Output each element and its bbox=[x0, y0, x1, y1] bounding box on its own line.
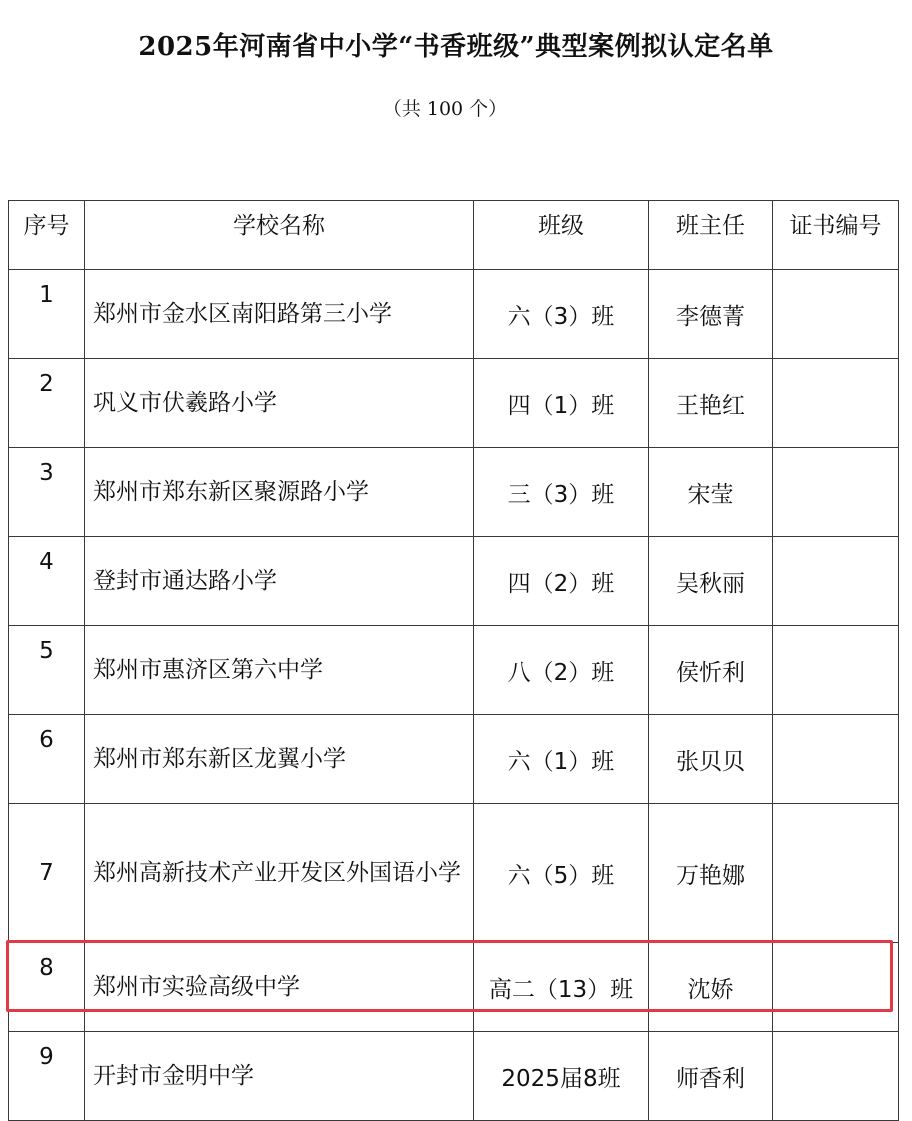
row-index: 9 bbox=[9, 1032, 85, 1121]
row-class: 三（3）班 bbox=[474, 448, 649, 537]
header-school: 学校名称 bbox=[85, 201, 474, 270]
row-school: 郑州市实验高级中学 bbox=[85, 943, 474, 1032]
table-row bbox=[9, 804, 899, 943]
row-certificate bbox=[773, 715, 899, 804]
row-certificate bbox=[773, 270, 899, 359]
row-certificate bbox=[773, 943, 899, 1032]
row-index: 6 bbox=[9, 715, 85, 804]
table-row bbox=[9, 270, 899, 359]
row-class: 六（5）班 bbox=[474, 804, 649, 943]
row-index: 3 bbox=[9, 448, 85, 537]
row-school: 郑州市郑东新区龙翼小学 bbox=[85, 715, 474, 804]
row-class: 六（3）班 bbox=[474, 270, 649, 359]
table-row bbox=[9, 448, 899, 537]
table-row bbox=[9, 359, 899, 448]
table-row bbox=[9, 943, 899, 1032]
table-row bbox=[9, 537, 899, 626]
row-teacher: 侯忻利 bbox=[649, 626, 773, 715]
row-certificate bbox=[773, 1032, 899, 1121]
row-school: 郑州市郑东新区聚源路小学 bbox=[85, 448, 474, 537]
row-teacher: 万艳娜 bbox=[649, 804, 773, 943]
header-class: 班级 bbox=[474, 201, 649, 270]
row-class: 四（1）班 bbox=[474, 359, 649, 448]
row-index: 2 bbox=[9, 359, 85, 448]
row-teacher: 沈娇 bbox=[649, 943, 773, 1032]
row-school: 郑州市金水区南阳路第三小学 bbox=[85, 270, 474, 359]
case-list-table bbox=[8, 200, 899, 1121]
document-subtitle: （共 100 个） bbox=[382, 98, 508, 120]
table-row bbox=[9, 715, 899, 804]
table-row-highlighted bbox=[9, 1032, 899, 1121]
row-index: 8 bbox=[9, 943, 85, 1032]
row-teacher: 宋莹 bbox=[649, 448, 773, 537]
row-school: 开封市金明中学 bbox=[85, 1032, 474, 1121]
row-school: 郑州市惠济区第六中学 bbox=[85, 626, 474, 715]
row-certificate bbox=[773, 626, 899, 715]
row-class: 八（2）班 bbox=[474, 626, 649, 715]
row-teacher: 师香利 bbox=[649, 1032, 773, 1121]
row-class: 高二（13）班 bbox=[474, 943, 649, 1032]
row-certificate bbox=[773, 359, 899, 448]
row-index: 1 bbox=[9, 270, 85, 359]
row-school: 巩义市伏羲路小学 bbox=[85, 359, 474, 448]
row-school: 郑州高新技术产业开发区外国语小学 bbox=[85, 804, 474, 943]
row-class: 四（2）班 bbox=[474, 537, 649, 626]
row-school: 登封市通达路小学 bbox=[85, 537, 474, 626]
header-index: 序号 bbox=[9, 201, 85, 270]
row-index: 5 bbox=[9, 626, 85, 715]
row-class: 2025届8班 bbox=[474, 1032, 649, 1121]
row-teacher: 吴秋丽 bbox=[649, 537, 773, 626]
row-certificate bbox=[773, 448, 899, 537]
row-teacher: 张贝贝 bbox=[649, 715, 773, 804]
table-row bbox=[9, 626, 899, 715]
row-class: 六（1）班 bbox=[474, 715, 649, 804]
row-index: 4 bbox=[9, 537, 85, 626]
header-certificate: 证书编号 bbox=[773, 201, 899, 270]
row-certificate bbox=[773, 804, 899, 943]
row-index: 7 bbox=[9, 804, 85, 943]
row-certificate bbox=[773, 537, 899, 626]
row-teacher: 王艳红 bbox=[649, 359, 773, 448]
table-header-row bbox=[9, 201, 899, 270]
header-teacher: 班主任 bbox=[649, 201, 773, 270]
document-title: 2025年河南省中小学“书香班级”典型案例拟认定名单 bbox=[138, 32, 774, 62]
row-teacher: 李德菁 bbox=[649, 270, 773, 359]
